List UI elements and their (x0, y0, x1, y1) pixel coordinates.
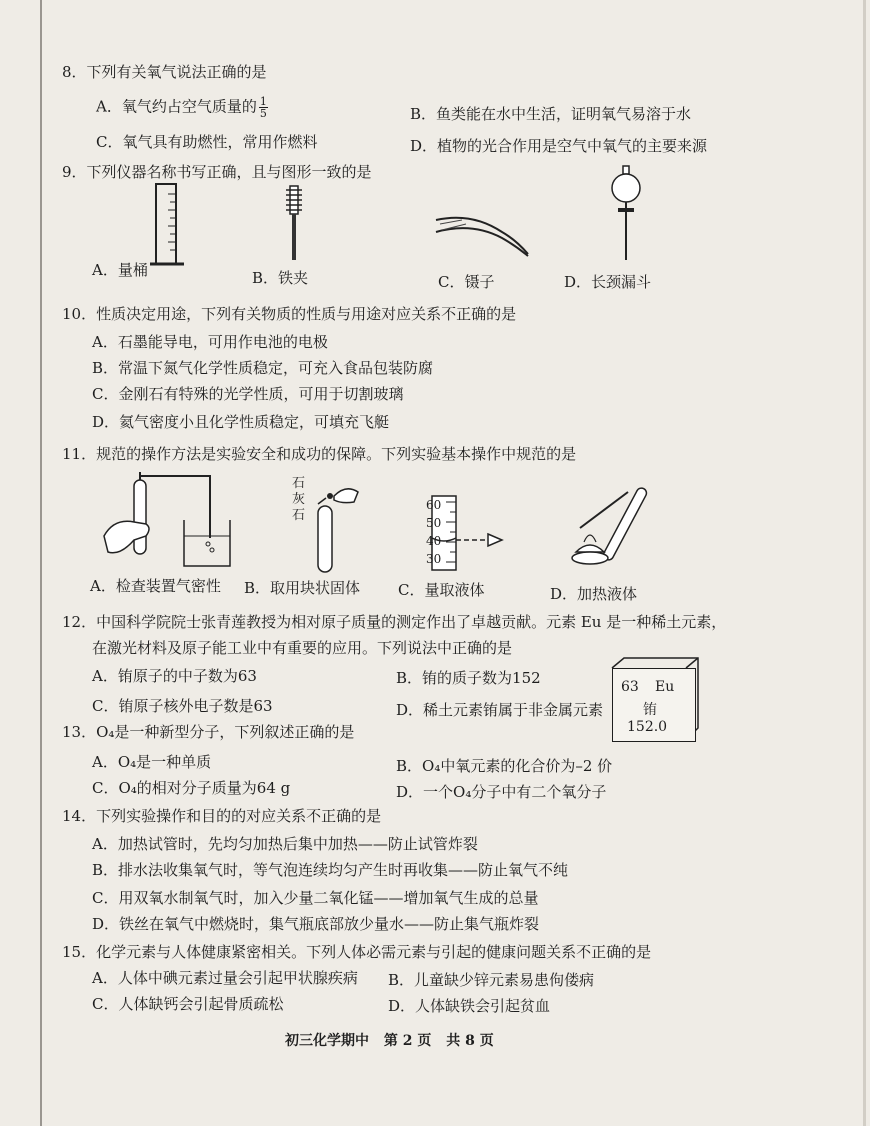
element-name: 铕 (643, 702, 657, 718)
q15-option-c: C．人体缺钙会引起骨质疏松 (92, 995, 284, 1013)
footer-course: 初三化学期中 (285, 1033, 369, 1049)
label-limestone: 石 灰 石 (292, 476, 306, 523)
separatory-funnel-figure (606, 164, 646, 264)
heating-liquid-figure (568, 478, 668, 568)
q15-stem: 15．化学元素与人体健康紧密相关。下列人体必需元素与引起的健康问题关系不正确的是 (62, 943, 652, 961)
q15-option-d: D．人体缺铁会引起贫血 (388, 997, 551, 1015)
airtightness-check-figure (100, 466, 240, 576)
page-edge-shadow (40, 0, 42, 1126)
atomic-number: 63 (621, 679, 639, 695)
q13-stem: 13．O₄是一种新型分子，下列叙述正确的是 (62, 723, 355, 741)
solid-in-test-tube-figure (306, 476, 366, 576)
footer-total: 共 8 页 (446, 1033, 494, 1049)
q10-stem: 10．性质决定用途，下列有关物质的性质与用途对应关系不正确的是 (62, 305, 517, 323)
q10-option-b: B．常温下氮气化学性质稳定，可充入食品包装防腐 (92, 359, 434, 377)
q12-option-d: D．稀土元素铕属于非金属元素 (396, 701, 604, 719)
q10-option-a: A．石墨能导电，可用作电池的电极 (92, 333, 328, 351)
q13-option-c: C．O₄的相对分子质量为64 g (92, 779, 291, 797)
q15-option-a: A．人体中碘元素过量会引起甲状腺疾病 (92, 969, 358, 987)
q10-option-c: C．金刚石有特殊的光学性质，可用于切割玻璃 (92, 385, 404, 403)
q8-option-b: B．鱼类能在水中生活，证明氧气易溶于水 (410, 105, 692, 123)
q15-option-b: B．儿童缺少锌元素易患佝偻病 (388, 971, 595, 989)
q12-option-a: A．铕原子的中子数为63 (92, 667, 257, 685)
q11-option-c: C．量取液体 (398, 581, 485, 599)
fraction-one-fifth: $\frac{1}{5}$ (259, 95, 267, 120)
q9-option-a: A．量桶 (92, 261, 148, 279)
q11-option-d: D．加热液体 (550, 585, 638, 603)
element-symbol: Eu (655, 679, 675, 695)
q12-option-b: B．铕的质子数为152 (396, 669, 541, 687)
atomic-mass: 152.0 (627, 719, 668, 735)
q9-option-c: C．镊子 (438, 273, 495, 291)
q12-stem-line2: 在激光材料及原子能工业中有重要的应用。下列说法中正确的是 (92, 639, 513, 657)
q14-stem: 14．下列实验操作和目的的对应关系不正确的是 (62, 807, 382, 825)
q11-option-b: B．取用块状固体 (244, 579, 361, 597)
q11-option-a: A．检查装置气密性 (90, 577, 221, 595)
cylinder-scale: 60 50 40 30 (426, 498, 442, 566)
q10-option-d: D．氦气密度小且化学性质稳定，可填充飞艇 (92, 413, 390, 431)
q9-option-d: D．长颈漏斗 (564, 273, 652, 291)
page-footer (285, 1030, 504, 1050)
q8-option-d: D．植物的光合作用是空气中氧气的主要来源 (410, 137, 708, 155)
q13-option-d: D．一个O₄分子中有二个氧分子 (396, 783, 607, 801)
q13-option-b: B．O₄中氧元素的化合价为–2 价 (396, 757, 613, 775)
q8-option-c: C．氧气具有助燃性，常用作燃料 (96, 133, 318, 151)
q8-stem: 8．下列有关氧气说法正确的是 (62, 63, 267, 81)
q13-option-a: A．O₄是一种单质 (92, 753, 212, 771)
europium-element-card (612, 668, 696, 742)
graduated-cylinder-figure (148, 182, 188, 272)
q9-stem: 9．下列仪器名称书写正确，且与图形一致的是 (62, 163, 372, 181)
q8-option-a: A．氧气约占空气质量的 $\frac{1}{5}$ (96, 95, 267, 120)
q12-stem-line1: 12．中国科学院院士张青莲教授为相对原子质量的测定作出了卓越贡献。元素 Eu 是一种稀土元素， (62, 613, 727, 631)
test-tube-brush-figure (282, 184, 306, 264)
footer-page: 第 2 页 (383, 1033, 432, 1049)
q12-option-c: C．铕原子核外电子数是63 (92, 697, 273, 715)
q14-option-d: D．铁丝在氧气中燃烧时，集气瓶底部放少量水——防止集气瓶炸裂 (92, 915, 540, 933)
q9-option-b: B．铁夹 (252, 269, 309, 287)
crucible-tongs-figure (432, 210, 532, 262)
page-edge-right (863, 0, 866, 1126)
q14-option-c: C．用双氧水制氧气时，加入少量二氧化锰——增加氧气生成的总量 (92, 889, 539, 907)
q11-stem: 11．规范的操作方法是实验安全和成功的保障。下列实验基本操作中规范的是 (62, 445, 577, 463)
q14-option-b: B．排水法收集氧气时，等气泡连续均匀产生时再收集——防止氧气不纯 (92, 861, 569, 879)
q14-option-a: A．加热试管时，先均匀加热后集中加热——防止试管炸裂 (92, 835, 478, 853)
